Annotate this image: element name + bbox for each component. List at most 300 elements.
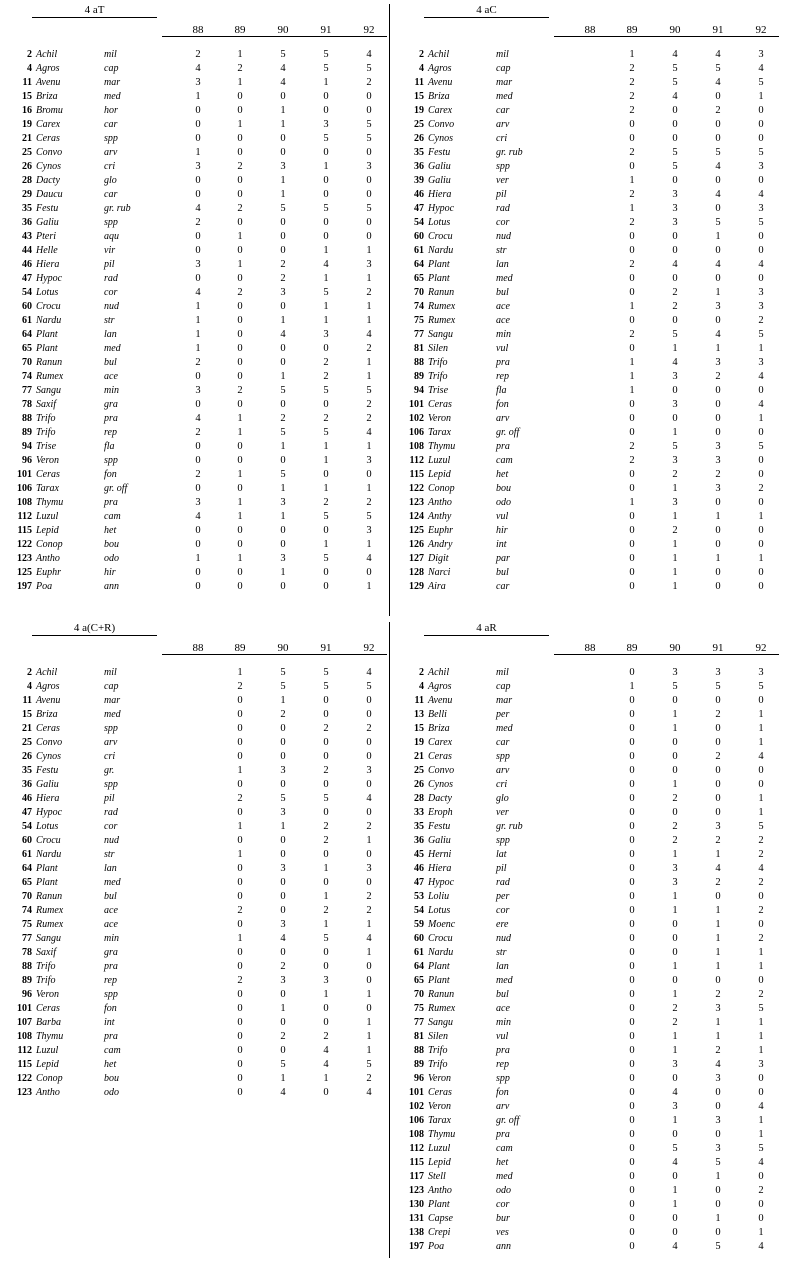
species-number: 77 <box>414 1017 424 1028</box>
value-89: 1 <box>237 413 243 424</box>
species-number: 15 <box>22 709 32 720</box>
value-90: 0 <box>672 385 678 396</box>
species-epithet: hor <box>104 105 118 116</box>
value-91: 2 <box>323 765 329 776</box>
species-epithet: bur <box>496 1213 510 1224</box>
table-row <box>404 946 779 960</box>
value-92: 5 <box>366 203 372 214</box>
value-92: 0 <box>366 469 372 480</box>
value-91: 4 <box>715 77 721 88</box>
value-92: 5 <box>366 385 372 396</box>
value-92: 4 <box>366 329 372 340</box>
species-epithet: het <box>104 525 117 536</box>
species-number: 88 <box>22 413 32 424</box>
value-90: 0 <box>280 539 286 550</box>
species-number: 46 <box>22 793 32 804</box>
species-number: 25 <box>22 147 32 158</box>
value-89: 0 <box>237 91 243 102</box>
species-epithet: het <box>496 1157 509 1168</box>
value-91: 1 <box>323 301 329 312</box>
value-92: 0 <box>366 737 372 748</box>
genus-name: Stell <box>428 1171 446 1182</box>
value-90: 0 <box>280 751 286 762</box>
species-epithet: rad <box>104 273 118 284</box>
species-number: 60 <box>22 835 32 846</box>
table-row <box>12 62 387 76</box>
genus-name: Antho <box>428 1185 452 1196</box>
table-row <box>12 904 387 918</box>
value-90: 0 <box>672 737 678 748</box>
value-91: 2 <box>715 835 721 846</box>
value-91: 0 <box>715 723 721 734</box>
value-92: 2 <box>366 821 372 832</box>
value-91: 0 <box>715 1185 721 1196</box>
value-89: 0 <box>237 877 243 888</box>
value-89: 0 <box>629 525 635 536</box>
value-89: 0 <box>237 1045 243 1056</box>
species-number: 101 <box>409 1087 424 1098</box>
value-91: 1 <box>323 891 329 902</box>
value-90: 2 <box>672 793 678 804</box>
genus-name: Convo <box>428 119 455 130</box>
species-epithet: cap <box>104 63 119 74</box>
value-89: 0 <box>237 863 243 874</box>
value-92: 2 <box>758 989 764 1000</box>
table-row <box>404 1114 779 1128</box>
genus-name: Sangu <box>428 1017 453 1028</box>
value-89: 0 <box>629 947 635 958</box>
value-92: 0 <box>366 1003 372 1014</box>
value-89: 2 <box>629 329 635 340</box>
value-91: 1 <box>715 1017 721 1028</box>
species-epithet: pra <box>104 413 118 424</box>
species-epithet: nud <box>104 835 119 846</box>
value-91: 1 <box>323 919 329 930</box>
genus-name: Antho <box>428 497 452 508</box>
value-92: 2 <box>366 905 372 916</box>
value-92: 0 <box>366 231 372 242</box>
value-89: 0 <box>629 723 635 734</box>
value-89: 0 <box>237 751 243 762</box>
value-90: 0 <box>672 273 678 284</box>
genus-name: Trifo <box>36 961 56 972</box>
value-92: 4 <box>758 371 764 382</box>
species-epithet: vul <box>496 1031 509 1042</box>
species-number: 123 <box>17 553 32 564</box>
value-91: 1 <box>323 539 329 550</box>
value-90: 0 <box>280 1017 286 1028</box>
value-90: 2 <box>280 709 286 720</box>
table-row <box>404 1058 779 1072</box>
value-92: 2 <box>366 497 372 508</box>
species-epithet: cap <box>104 681 119 692</box>
species-number: 70 <box>22 357 32 368</box>
value-90: 0 <box>280 849 286 860</box>
value-91: 5 <box>323 133 329 144</box>
table-row <box>12 552 387 566</box>
value-92: 1 <box>366 441 372 452</box>
value-92: 3 <box>758 203 764 214</box>
year-label: 91 <box>712 642 724 654</box>
value-92: 3 <box>366 863 372 874</box>
species-number: 15 <box>414 91 424 102</box>
table-body <box>12 48 387 594</box>
species-epithet: str <box>496 245 507 256</box>
value-90: 3 <box>672 371 678 382</box>
value-90: 4 <box>672 1157 678 1168</box>
value-90: 3 <box>280 161 286 172</box>
table-body <box>404 48 779 594</box>
value-90: 1 <box>280 371 286 382</box>
species-number: 123 <box>17 1087 32 1098</box>
value-88: 3 <box>195 259 201 270</box>
value-90: 1 <box>672 779 678 790</box>
value-89: 1 <box>629 357 635 368</box>
table-row <box>404 188 779 202</box>
species-number: 115 <box>409 469 424 480</box>
value-88: 0 <box>195 273 201 284</box>
value-91: 5 <box>323 203 329 214</box>
value-91: 5 <box>323 511 329 522</box>
species-epithet: arv <box>104 737 118 748</box>
table-row <box>404 118 779 132</box>
genus-name: Thymu <box>428 441 456 452</box>
table-row <box>12 468 387 482</box>
value-88: 4 <box>195 413 201 424</box>
value-91: 0 <box>323 751 329 762</box>
value-90: 4 <box>672 49 678 60</box>
value-90: 0 <box>672 1073 678 1084</box>
genus-name: Veron <box>36 455 59 466</box>
genus-name: Hiera <box>428 189 452 200</box>
value-92: 0 <box>366 807 372 818</box>
genus-name: Dacty <box>36 175 60 186</box>
value-89: 0 <box>629 1185 635 1196</box>
value-92: 4 <box>758 751 764 762</box>
value-89: 1 <box>237 469 243 480</box>
table-row <box>404 820 779 834</box>
year-label: 91 <box>320 24 332 36</box>
value-90: 0 <box>672 919 678 930</box>
genus-name: Rumex <box>428 301 456 312</box>
genus-name: Convo <box>36 737 63 748</box>
value-91: 4 <box>715 189 721 200</box>
value-88: 0 <box>195 231 201 242</box>
table-row <box>12 932 387 946</box>
species-epithet: bou <box>496 483 511 494</box>
genus-name: Barba <box>36 1017 61 1028</box>
genus-name: Conop <box>36 539 63 550</box>
value-92: 4 <box>758 863 764 874</box>
value-91: 0 <box>323 1087 329 1098</box>
table-row <box>404 988 779 1002</box>
value-92: 3 <box>758 161 764 172</box>
species-number: 43 <box>22 231 32 242</box>
value-92: 5 <box>758 77 764 88</box>
species-epithet: nud <box>496 231 511 242</box>
species-epithet: ace <box>496 1003 510 1014</box>
value-90: 0 <box>280 147 286 158</box>
value-89: 2 <box>237 975 243 986</box>
table-row <box>404 132 779 146</box>
value-91: 1 <box>715 511 721 522</box>
species-epithet: mar <box>496 695 513 706</box>
value-91: 3 <box>715 667 721 678</box>
value-89: 0 <box>237 483 243 494</box>
value-91: 1 <box>323 455 329 466</box>
value-90: 4 <box>672 357 678 368</box>
value-90: 3 <box>280 287 286 298</box>
species-number: 21 <box>22 723 32 734</box>
value-88: 2 <box>195 427 201 438</box>
value-91: 0 <box>715 779 721 790</box>
value-90: 0 <box>280 455 286 466</box>
genus-name: Cynos <box>428 779 453 790</box>
table-row <box>404 314 779 328</box>
species-epithet: min <box>104 933 119 944</box>
value-92: 2 <box>366 413 372 424</box>
species-epithet: car <box>104 189 118 200</box>
year-label: 92 <box>755 24 767 36</box>
table-row <box>404 834 779 848</box>
genus-name: Capse <box>428 1213 453 1224</box>
value-90: 5 <box>672 441 678 452</box>
table-row <box>404 468 779 482</box>
genus-name: Briza <box>428 91 450 102</box>
table-row <box>404 300 779 314</box>
species-number: 46 <box>22 259 32 270</box>
value-92: 0 <box>366 105 372 116</box>
value-90: 3 <box>672 863 678 874</box>
table-row <box>12 244 387 258</box>
value-91: 5 <box>323 933 329 944</box>
species-number: 123 <box>409 1185 424 1196</box>
value-92: 1 <box>758 1115 764 1126</box>
genus-name: Rumex <box>36 371 64 382</box>
value-91: 0 <box>323 947 329 958</box>
value-89: 0 <box>237 835 243 846</box>
value-91: 3 <box>715 1143 721 1154</box>
genus-name: Veron <box>36 989 59 1000</box>
value-89: 0 <box>629 231 635 242</box>
table-row <box>404 538 779 552</box>
value-92: 1 <box>366 947 372 958</box>
species-epithet: car <box>104 119 118 130</box>
year-label: 92 <box>363 642 375 654</box>
species-number: 65 <box>22 877 32 888</box>
species-epithet: med <box>496 273 513 284</box>
value-89: 0 <box>237 737 243 748</box>
value-91: 5 <box>715 1157 721 1168</box>
value-89: 0 <box>629 273 635 284</box>
value-92: 5 <box>758 681 764 692</box>
table-row <box>404 244 779 258</box>
value-91: 0 <box>715 133 721 144</box>
value-91: 1 <box>715 231 721 242</box>
value-92: 0 <box>758 975 764 986</box>
value-91: 3 <box>715 455 721 466</box>
species-number: 46 <box>414 863 424 874</box>
species-number: 81 <box>414 1031 424 1042</box>
value-89: 0 <box>237 329 243 340</box>
value-91: 1 <box>323 161 329 172</box>
species-epithet: pra <box>496 1129 510 1140</box>
value-89: 1 <box>629 203 635 214</box>
genus-name: Luzul <box>428 1143 451 1154</box>
genus-name: Galiu <box>428 835 451 846</box>
value-90: 1 <box>672 849 678 860</box>
value-89: 0 <box>629 737 635 748</box>
value-92: 3 <box>758 357 764 368</box>
value-91: 0 <box>715 203 721 214</box>
value-90: 5 <box>672 329 678 340</box>
species-epithet: gra <box>104 947 118 958</box>
value-89: 2 <box>629 259 635 270</box>
value-90: 1 <box>672 989 678 1000</box>
value-91: 0 <box>715 175 721 186</box>
value-91: 1 <box>715 961 721 972</box>
center-divider-top <box>389 4 390 616</box>
value-92: 0 <box>366 189 372 200</box>
value-92: 4 <box>366 1087 372 1098</box>
value-89: 2 <box>629 217 635 228</box>
table-row <box>12 258 387 272</box>
species-number: 128 <box>409 567 424 578</box>
table-row <box>404 1100 779 1114</box>
species-epithet: fon <box>104 1003 117 1014</box>
value-89: 0 <box>629 399 635 410</box>
value-88: 3 <box>195 161 201 172</box>
value-90: 0 <box>672 315 678 326</box>
value-90: 1 <box>672 891 678 902</box>
value-92: 0 <box>366 849 372 860</box>
species-epithet: pra <box>104 1031 118 1042</box>
species-number: 108 <box>409 441 424 452</box>
genus-name: Luzul <box>36 511 59 522</box>
species-number: 35 <box>414 821 424 832</box>
value-91: 0 <box>715 765 721 776</box>
species-number: 2 <box>27 49 32 60</box>
genus-name: Hypoc <box>36 807 63 818</box>
species-number: 138 <box>409 1227 424 1238</box>
value-90: 0 <box>280 133 286 144</box>
species-number: 35 <box>22 765 32 776</box>
species-number: 77 <box>22 385 32 396</box>
species-number: 197 <box>409 1241 424 1252</box>
genus-name: Helle <box>36 245 58 256</box>
value-92: 0 <box>758 539 764 550</box>
value-90: 3 <box>280 807 286 818</box>
value-91: 4 <box>323 259 329 270</box>
value-90: 5 <box>280 667 286 678</box>
value-89: 0 <box>629 1059 635 1070</box>
species-number: 2 <box>419 49 424 60</box>
value-89: 0 <box>629 807 635 818</box>
table-row <box>12 960 387 974</box>
table-row <box>12 160 387 174</box>
value-91: 1 <box>323 245 329 256</box>
value-92: 1 <box>366 1031 372 1042</box>
value-89: 0 <box>237 133 243 144</box>
value-91: 1 <box>715 1171 721 1182</box>
value-91: 1 <box>323 989 329 1000</box>
value-89: 1 <box>629 49 635 60</box>
value-90: 1 <box>672 553 678 564</box>
value-91: 5 <box>323 681 329 692</box>
table-row <box>404 708 779 722</box>
value-89: 0 <box>237 723 243 734</box>
value-89: 0 <box>629 933 635 944</box>
value-89: 1 <box>237 49 243 60</box>
genus-name: Lepid <box>36 525 59 536</box>
table-body <box>12 666 387 1100</box>
value-92: 4 <box>758 1157 764 1168</box>
species-number: 11 <box>22 77 32 88</box>
genus-name: Agros <box>36 63 60 74</box>
species-epithet: gr. off <box>496 427 520 438</box>
value-89: 1 <box>237 119 243 130</box>
species-epithet: spp <box>496 751 510 762</box>
table-row <box>404 454 779 468</box>
species-epithet: pra <box>496 357 510 368</box>
value-92: 1 <box>366 989 372 1000</box>
value-91: 2 <box>323 497 329 508</box>
value-91: 4 <box>715 1059 721 1070</box>
value-92: 2 <box>758 933 764 944</box>
genus-name: Lotus <box>428 905 451 916</box>
table-row <box>12 48 387 62</box>
value-88: 0 <box>195 539 201 550</box>
value-91: 4 <box>323 1059 329 1070</box>
table-row <box>404 974 779 988</box>
species-epithet: pra <box>496 441 510 452</box>
species-epithet: med <box>496 91 513 102</box>
genus-name: Euphr <box>36 567 61 578</box>
panel-title: 4 aT <box>32 4 157 18</box>
species-number: 122 <box>409 483 424 494</box>
value-91: 0 <box>715 581 721 592</box>
genus-name: Agros <box>428 63 452 74</box>
value-91: 3 <box>715 821 721 832</box>
value-90: 1 <box>672 567 678 578</box>
value-89: 0 <box>629 849 635 860</box>
genus-name: Hiera <box>428 863 452 874</box>
value-92: 0 <box>366 877 372 888</box>
species-epithet: het <box>496 469 509 480</box>
genus-name: Carex <box>428 737 453 748</box>
genus-name: Nardu <box>36 849 62 860</box>
value-92: 5 <box>758 1143 764 1154</box>
species-number: 61 <box>414 947 424 958</box>
species-number: 112 <box>409 455 424 466</box>
table-row <box>404 680 779 694</box>
species-epithet: fla <box>104 441 115 452</box>
value-88: 4 <box>195 511 201 522</box>
species-epithet: cor <box>104 287 118 298</box>
value-89: 0 <box>629 835 635 846</box>
value-92: 2 <box>366 891 372 902</box>
value-89: 0 <box>237 695 243 706</box>
value-90: 1 <box>280 119 286 130</box>
species-number: 47 <box>414 203 424 214</box>
value-92: 0 <box>366 567 372 578</box>
value-89: 1 <box>237 427 243 438</box>
value-92: 0 <box>366 975 372 986</box>
genus-name: Ranun <box>36 357 63 368</box>
genus-name: Anthy <box>428 511 452 522</box>
species-number: 78 <box>22 399 32 410</box>
value-89: 0 <box>629 1045 635 1056</box>
